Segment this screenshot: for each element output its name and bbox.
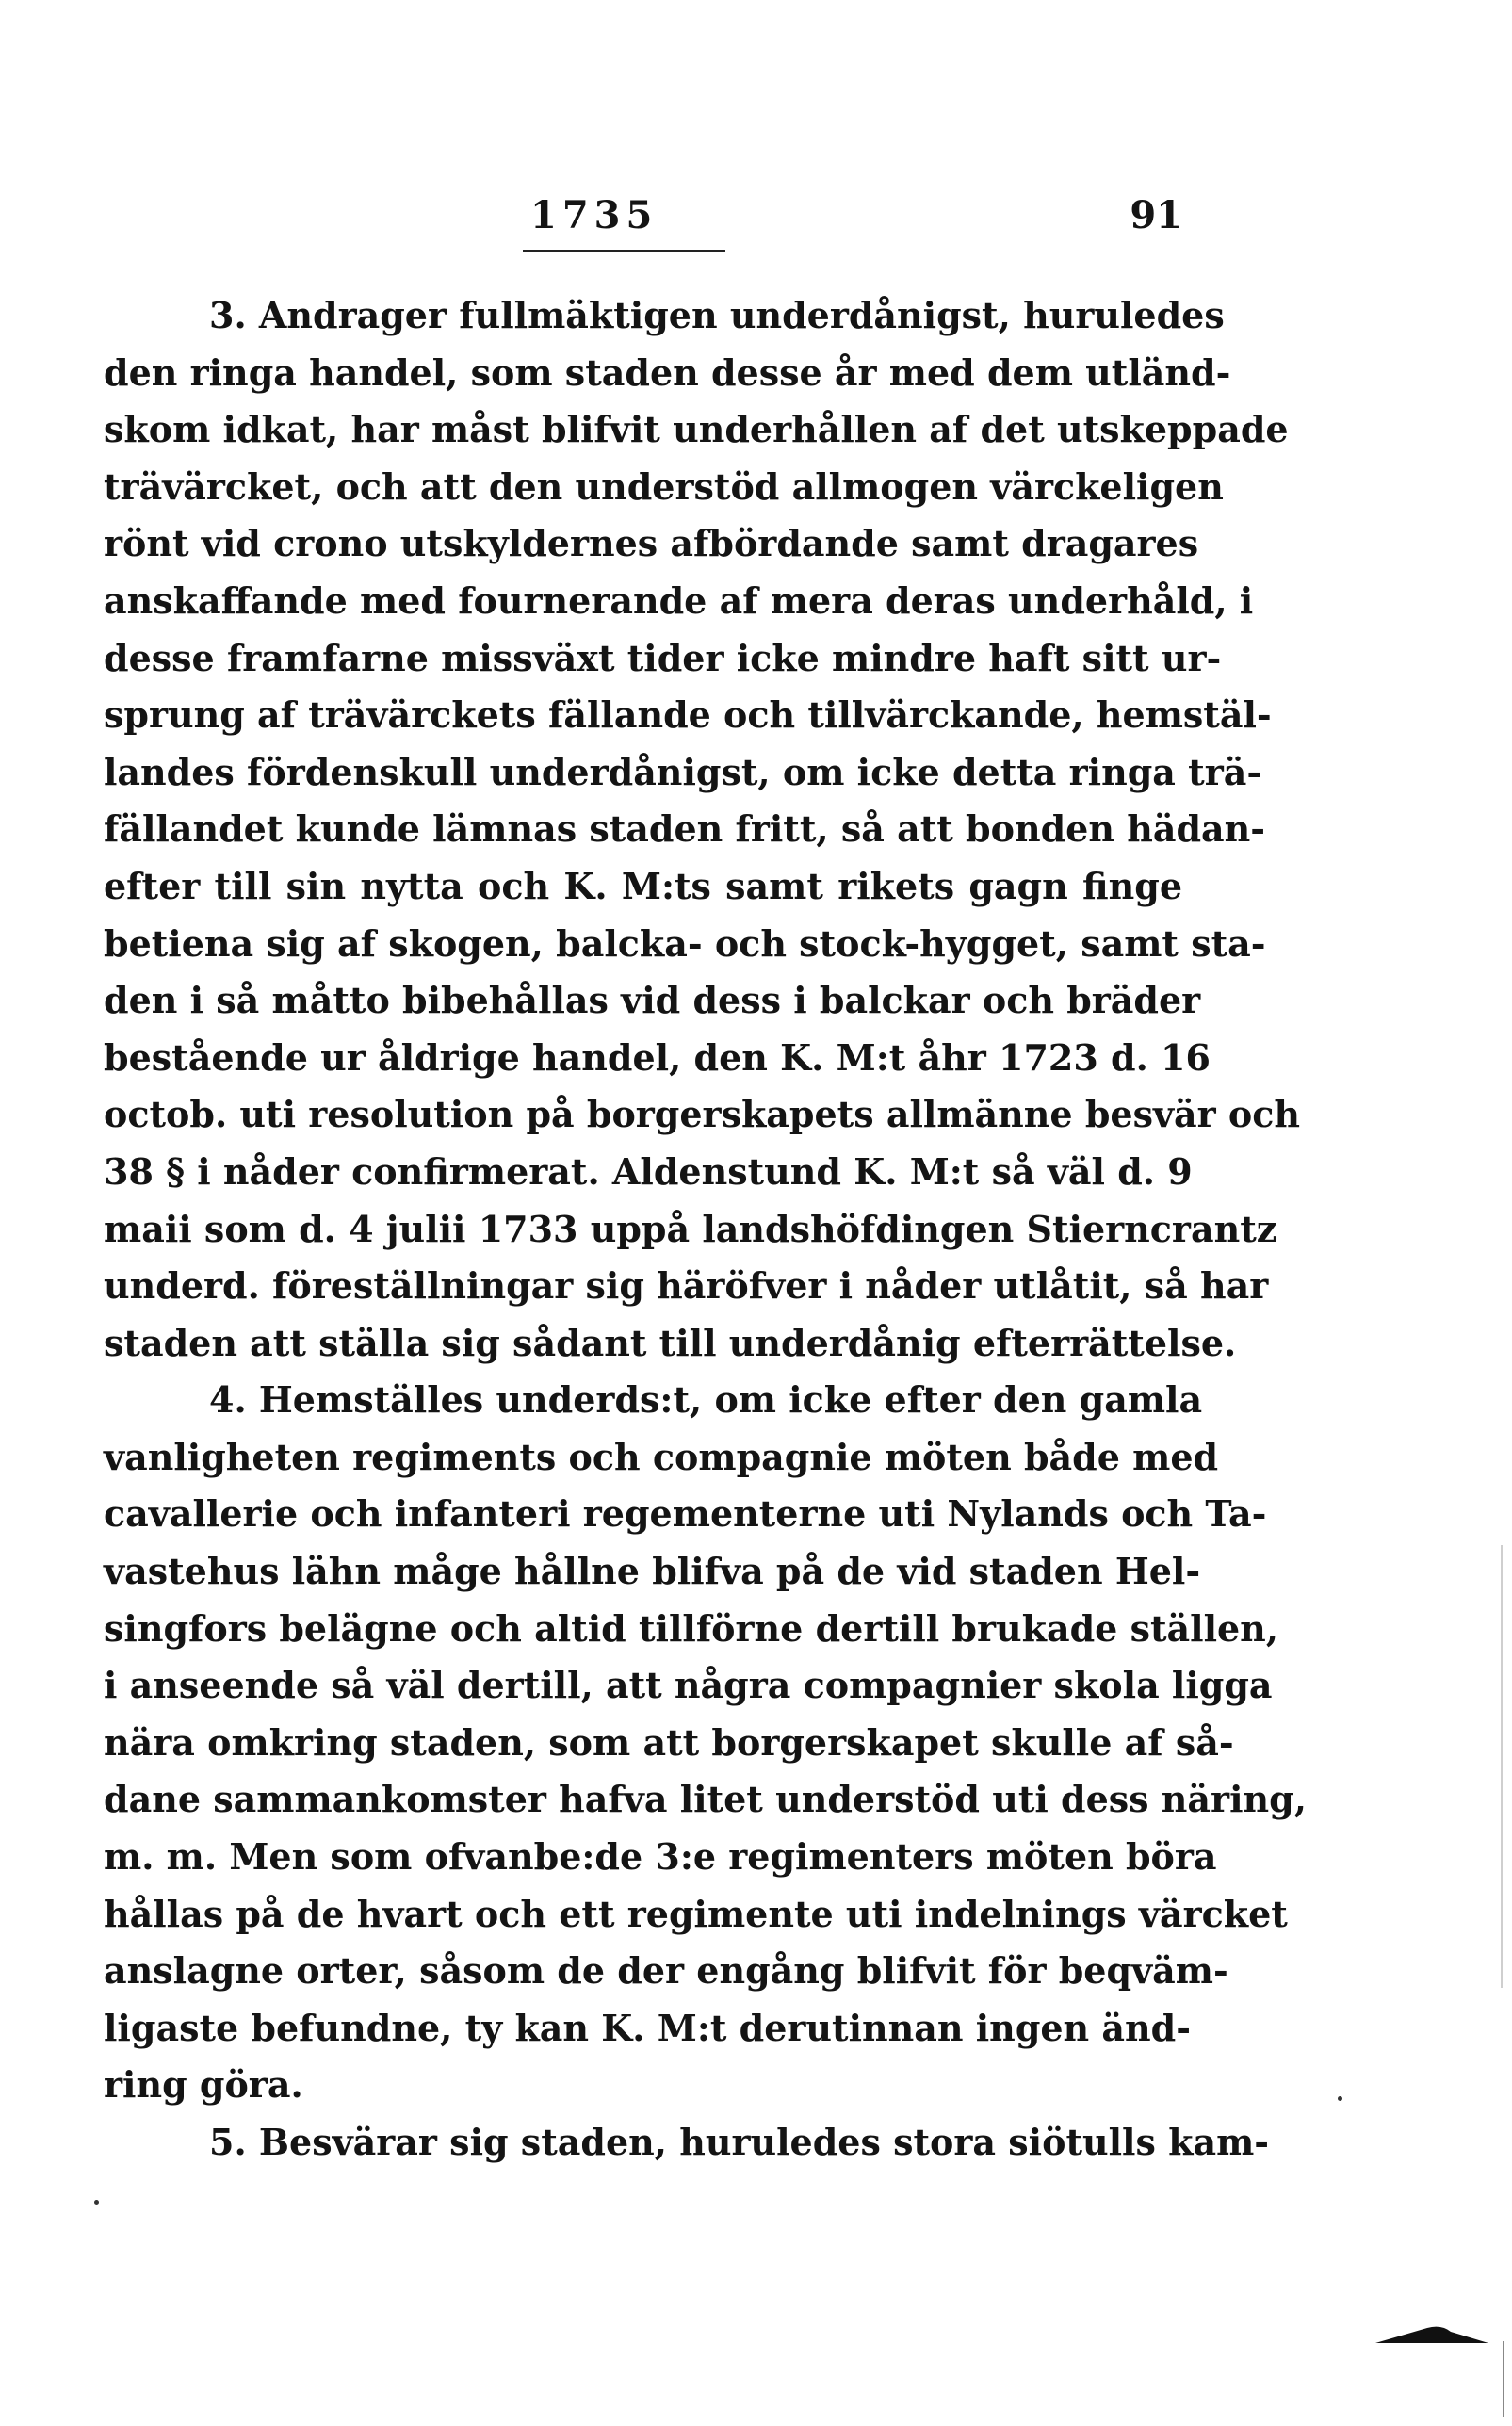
text-line: fällandet kunde lämnas staden fritt, så att bonden hädan- [104,807,1266,851]
text-line: skom idkat, har måst blifvit underhållen af det utskeppade [104,408,1289,451]
text-line: maii som d. 4 julii 1733 uppå landshöfdingen Stierncrantz [104,1207,1277,1250]
text-line: m. m. Men som ofvanbe:de 3:e regimenters möten böra [104,1835,1217,1879]
text-line: cavallerie och infanteri regementerne uti Nylands och Ta- [104,1492,1267,1536]
scan-smudge [1375,2322,1488,2345]
text-line: ligaste befundne, ty kan K. M:t derutinnan ingen änd- [104,2006,1192,2049]
running-head-year: 1735 [530,193,658,237]
text-line: trävärcket, och att den understöd allmogen värckeligen [104,464,1224,508]
page-header [104,193,1182,259]
text-line: hållas på de hvart och ett regimente uti indelnings värcket [104,1892,1288,1935]
paragraph-4-start: 4. Hemställes underds:t, om icke efter den gamla [209,1378,1203,1422]
text-line: betiena sig af skogen, balcka- och stock-hygget, samt sta- [104,921,1266,965]
scan-speck [94,2200,99,2205]
header-underline [523,250,725,252]
text-line: rönt vid crono utskyldernes afbördande samt dragares [104,522,1199,565]
text-line: bestående ur åldrige handel, den K. M:t åhr 1723 d. 16 [104,1035,1211,1079]
text-line: efter till sin nytta och K. M:ts samt rikets gagn finge [104,864,1182,907]
text-line: underd. föreställningar sig häröfver i nåder utlåtit, så har [104,1264,1269,1308]
text-line: desse framfarne missväxt tider icke mindre haft sitt ur- [104,636,1222,679]
text-line: den i så måtto bibehållas vid dess i balckar och bräder [104,979,1201,1022]
text-line: singfors belägne och altid tillförne dertill brukade ställen, [104,1606,1279,1650]
text-line: octob. uti resolution på borgerskapets allmänne besvär och [104,1093,1301,1136]
paragraph-3-end: staden att ställa sig sådant till underdånig efterrättelse. [104,1321,1237,1364]
text-line: anskaffande med fournerande af mera deras underhåld, i [104,578,1254,622]
text-line: anslagne orter, såsom de der engång blifvit för beqväm- [104,1949,1228,1993]
paragraph-5-start: 5. Besvärar sig staden, huruledes stora siötulls kam- [209,2121,1270,2163]
paragraph-4-end: ring göra. [104,2063,303,2107]
text-line: nära omkring staden, som att borgerskapet skulle af så- [104,1720,1234,1764]
text-line: vastehus lähn måge hållne blifva på de vid staden Hel- [104,1550,1201,1593]
text-line: vanligheten regiments och compagnie möten både med [104,1435,1219,1478]
paragraph-3-start: 3. Andrager fullmäktigen underdånigst, huruledes [209,294,1225,336]
text-line: i anseende så väl dertill, att några compagnier skola ligga [104,1664,1273,1707]
text-line: dane sammankomster hafva litet understöd uti dess näring, [104,1778,1307,1821]
text-line: landes fördenskull underdånigst, om icke detta ringa trä- [104,750,1262,793]
scan-speck [1338,2096,1342,2101]
scan-edge-line [1503,2341,1504,2417]
text-line: 38 § i nåder confirmerat. Aldenstund K. M:t så väl d. 9 [104,1149,1193,1193]
page-number: 91 [1130,193,1182,237]
scan-edge-line [1501,1545,1503,1988]
body-text [104,287,1307,2172]
text-line: den ringa handel, som staden desse år med dem utländ- [104,350,1231,394]
text-line: sprung af trävärckets fällande och tillvärckande, hemstäl- [104,693,1272,737]
